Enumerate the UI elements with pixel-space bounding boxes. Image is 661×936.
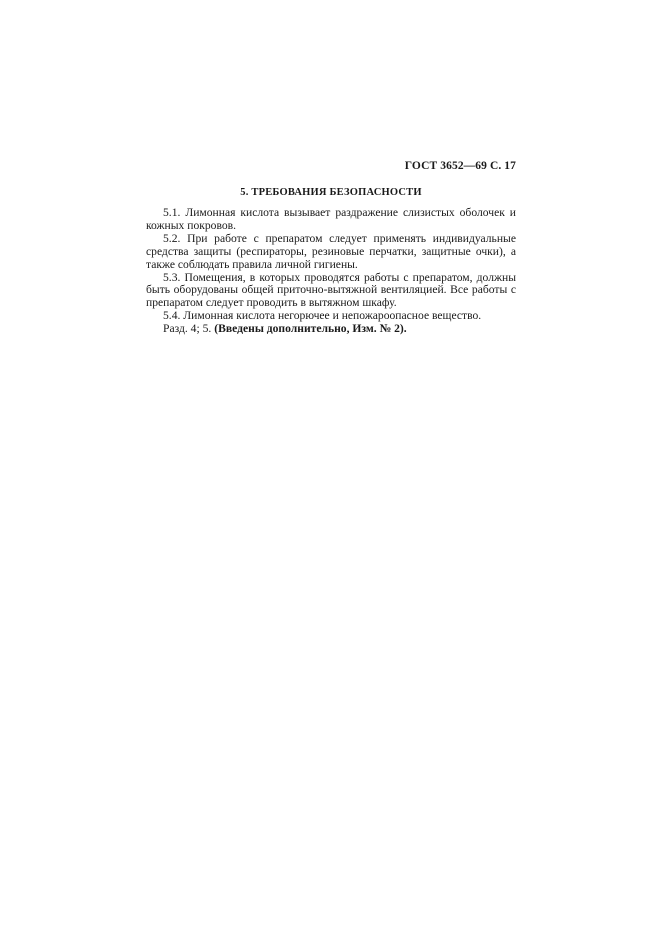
section-body xyxy=(146,207,516,336)
paragraph-5-1: 5.1. Лимонная кислота вызывает раздражение слизистых оболочек и кожных покровов. xyxy=(146,206,516,232)
section-title: 5. ТРЕБОВАНИЯ БЕЗОПАСНОСТИ xyxy=(240,187,422,198)
amendment-note-bold: (Введены дополнительно, Изм. № 2). xyxy=(214,322,407,336)
paragraph-5-2: 5.2. При работе с препаратом следует применять индивидуальные средства защиты (респираторы, резиновые перчатки, защитные очки), а также соблюдать правила личной гигиены. xyxy=(146,231,516,271)
running-header: ГОСТ 3652—69 С. 17 xyxy=(404,160,516,172)
amendment-note-prefix: Разд. 4; 5. xyxy=(163,322,212,336)
paragraph-5-3: 5.3. Помещения, в которых проводятся работы с препаратом, должны быть оборудованы общей приточно-вытяжной вентиляцией. Все работы с препаратом следует проводить в вытяжном шкафу. xyxy=(146,270,516,310)
amendment-note xyxy=(146,323,516,336)
paragraph-5-4: 5.4. Лимонная кислота негорючее и непожароопасное вещество. xyxy=(163,309,482,323)
